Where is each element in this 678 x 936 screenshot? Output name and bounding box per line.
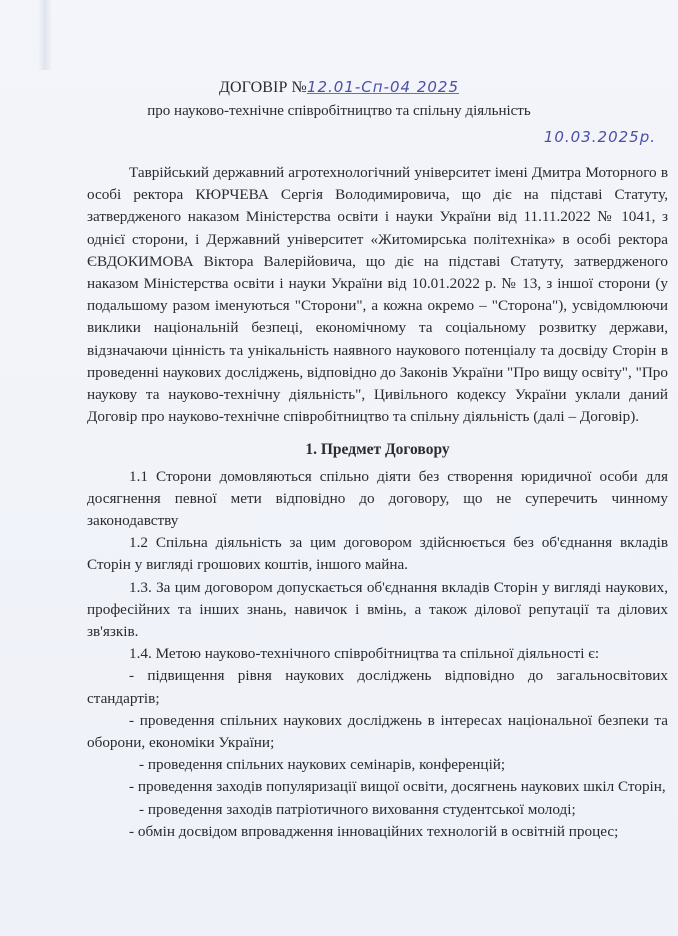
contract-body [87, 162, 668, 843]
contract-title-prefix: ДОГОВІР № [218, 79, 307, 96]
section-heading: 1. Предмет Договору [305, 441, 450, 459]
goal-item: - проведення спільних наукових досліджень в інтересах національної безпеки та оборони, економіки України; [87, 711, 668, 752]
goal-item: - проведення заходів популяризації вищої освіти, досягнень наукових шкіл Сторін, [129, 778, 666, 796]
clause-1-3: 1.3. За цим договором допускається об'єднання вкладів Сторін у вигляді наукових, професійних та інших знань, навичок і вмінь, а також ділової репутації та ділових зв'язків. [87, 578, 668, 641]
clause-1-2: 1.2 Спільна діяльність за цим договором здійснюється без об'єднання вкладів Сторін у вигляді грошових коштів, іншого майна. [87, 534, 668, 574]
goal-item: - обмін досвідом впровадження інноваційних технологій в освітній процес; [129, 822, 619, 840]
contract-date-handwritten: 10.03.2025р. [543, 128, 656, 146]
goal-item: - проведення заходів патріотичного виховання студентської молоді; [139, 800, 576, 818]
contract-number-handwritten: 12.01-Сп-04 2025 [306, 78, 460, 96]
clause-1-4: 1.4. Метою науково-технічного співробітництва та спільної діяльності є: [129, 645, 600, 663]
paper-fold-shadow [38, 0, 52, 70]
contract-title [0, 78, 678, 97]
contract-subtitle: про науково-технічне співробітництво та спільну діяльність [147, 103, 531, 119]
goal-item: - проведення спільних наукових семінарів, конференцій; [139, 756, 506, 774]
goal-item: - підвищення рівня наукових досліджень відповідно до загальносвітових стандартів; [87, 667, 668, 707]
clause-1-1: 1.1 Сторони домовляються спільно діяти без створення юридичної особи для досягнення певної мети відповідно до договору, що не суперечить чинному законодавству [87, 467, 668, 530]
preamble-paragraph: Таврійський державний агротехнологічний університет імені Дмитра Моторного в особі ректора КЮРЧЕВА Сергія Володимировича, що діє на підставі Статуту, затвердженого наказом Міністерства освіти і науки України від 11.11.2022 № 1041, з однієї сторони, і Державний університет «Житомирська політехніка» в особі ректора ЄВДОКИМОВА Віктора Валерійовича, що діє на підставі Статуту, затвердженого наказом Міністерства освіти і науки України від 10.01.2022 р. № 13, з іншої сторони (у подальшому разом іменуються "Сторони", а кожна окремо – "Сторона"), усвідомлюючи виклики національній безпеці, економічному та соціальному розвитку держави, відзначаючи цінність та унікальність наявного наукового потенціалу та досвіду Сторін в проведенні наукових досліджень, відповідно до Законів України "Про вищу освіту", "Про наукову та науково-технічну діяльність", Цивільного кодексу України уклали даний Договір про науково-технічне співробітництво та спільну діяльність (далі – Договір). [87, 164, 668, 426]
